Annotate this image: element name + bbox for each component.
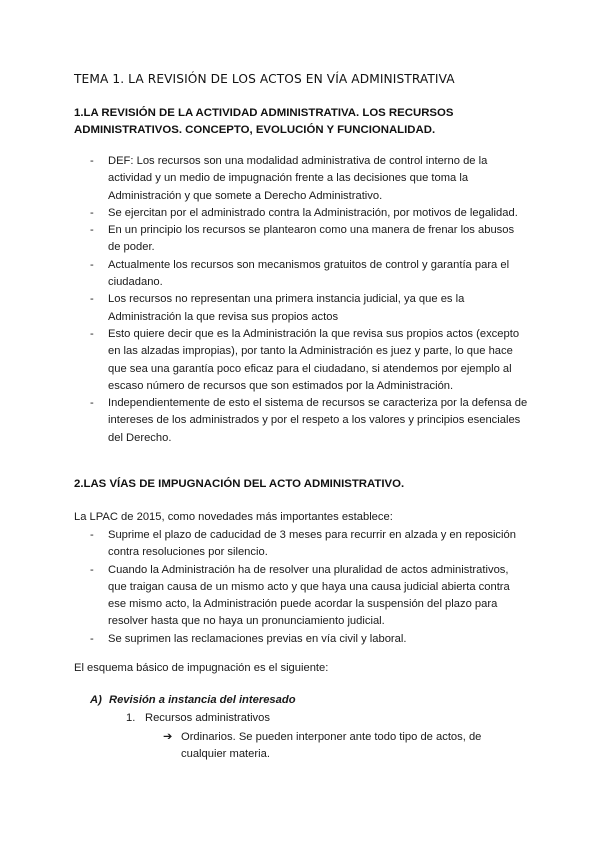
dash-bullet: - [90, 563, 94, 576]
numbered-item-1 [126, 712, 270, 724]
list-item: - En un principio los recursos se plantearon como una manera de frenar los abusos de poder. [90, 224, 515, 254]
subsection-a [90, 694, 296, 706]
section-2-heading: 2.LAS VÍAS DE IMPUGNACIÓN DEL ACTO ADMINISTRATIVO. [74, 478, 405, 490]
list-item: - Se suprimen las reclamaciones previas en vía civil y laboral. [90, 631, 528, 648]
list-item: - Independientemente de esto el sistema de recursos se caracteriza por la defensa de intereses de los administrados y por el respeto a los valores y principios esenciales del Derecho. [90, 397, 528, 444]
numbered-item-1-label: 1. [126, 712, 136, 724]
list-item: - Suprime el plazo de caducidad de 3 meses para recurrir en alzada y en reposición contra resoluciones por silencio. [90, 529, 516, 559]
list-item: - Se ejercitan por el administrado contra la Administración, por motivos de legalidad. [90, 205, 528, 222]
dash-bullet: - [90, 258, 94, 271]
dash-bullet: - [90, 293, 94, 306]
section-1-heading: 1.LA REVISIÓN DE LA ACTIVIDAD ADMINISTRATIVA. LOS RECURSOS ADMINISTRATIVOS. CONCEPTO, EVOLUCIÓN Y FUNCIONALIDAD. [74, 107, 454, 136]
section-2-bullet-list [90, 527, 528, 648]
subsection-a-text: Revisión a instancia del interesado [109, 694, 296, 706]
dash-bullet: - [90, 529, 94, 541]
dash-bullet: - [90, 155, 94, 167]
subsection-a-label: A) [90, 694, 102, 706]
list-item: - Esto quiere decir que es la Administración la que revisa sus propios actos (excepto en las alzadas impropias), por tanto la Administración es juez y parte, lo que hace que sea una garantía poco eficaz para el ciudadano, si atendemos por ejemplo al escaso número de recursos que son estimados por la Administración. [90, 327, 520, 392]
numbered-item-1-text: Recursos administrativos [145, 712, 270, 724]
dash-bullet: - [90, 397, 94, 410]
dash-bullet: - [90, 327, 94, 340]
arrow-list-item-text: Ordinarios. Se pueden interponer ante todo tipo de actos, de cualquier materia. [181, 731, 482, 761]
arrow-list-item [163, 729, 503, 764]
dash-bullet: - [90, 224, 94, 237]
list-item: - Cuando la Administración ha de resolver una pluralidad de actos administrativos, que traigan causa de un mismo acto y que haya una causa judicial abierta contra ese mismo acto, la Administración puede acordar la suspensión del plazo para resolver hasta que no haya un pronunciamiento judicial. [90, 563, 510, 628]
list-item: - Actualmente los recursos son mecanismos gratuitos de control y garantía para el ciudadano. [90, 258, 510, 289]
section-1-bullet-list [90, 153, 528, 447]
list-item: - DEF: Los recursos son una modalidad administrativa de control interno de la actividad y un medio de impugnación frente a las decisiones que toma la Administración y que somete a Derecho Administrativo. [90, 155, 488, 202]
dash-bullet: - [90, 632, 94, 645]
schema-intro: El esquema básico de impugnación es el siguiente: [74, 662, 329, 674]
dash-bullet: - [90, 206, 94, 219]
document-title: TEMA 1. LA REVISIÓN DE LOS ACTOS EN VÍA ADMINISTRATIVA [74, 72, 455, 86]
list-item: - Los recursos no representan una primera instancia judicial, ya que es la Administración la que revisa sus propios actos [90, 293, 465, 323]
arrow-right-icon: ➔ [163, 731, 173, 743]
section-2-intro: La LPAC de 2015, como novedades más importantes establece: [74, 511, 393, 523]
